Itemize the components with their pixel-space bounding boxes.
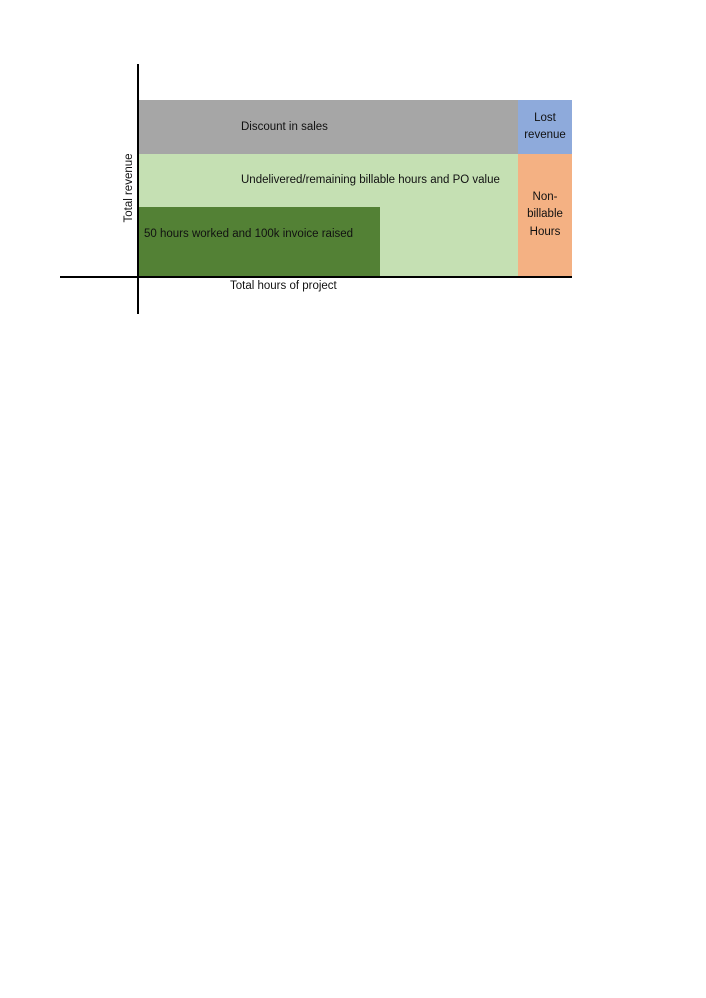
non-billable-label: Non-billable Hours [527,191,563,238]
discount-block [139,100,518,154]
undelivered-label: Undelivered/remaining billable hours and PO value [241,174,500,186]
lost-revenue-label: Lost revenue [524,112,566,142]
worked-invoice-block [139,207,380,277]
worked-invoice-label: 50 hours worked and 100k invoice raised [144,228,354,240]
non-billable-block [518,154,572,277]
lost-revenue-block [518,100,572,154]
x-axis-line [60,276,572,278]
x-axis-label: Total hours of project [230,280,337,292]
discount-label: Discount in sales [241,121,328,133]
y-axis-label: Total revenue [123,153,135,223]
